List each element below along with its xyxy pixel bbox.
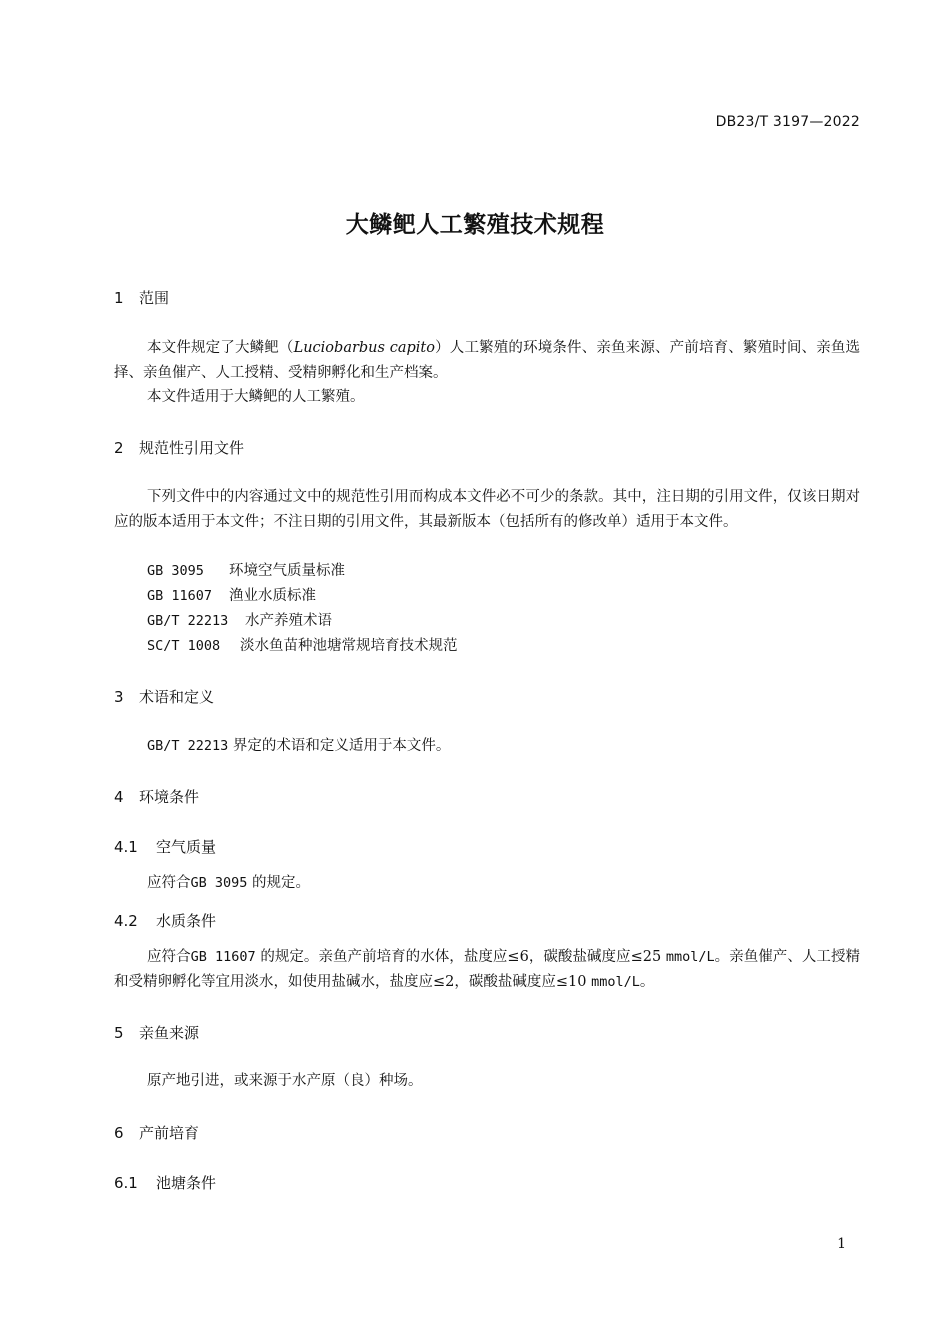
reference-code: GB/T 22213 bbox=[147, 613, 229, 629]
text-run: 应符合 bbox=[147, 949, 191, 965]
page-number: 1 bbox=[837, 1236, 846, 1252]
scientific-name: Luciobarbus capito bbox=[293, 340, 435, 356]
section-4-2-heading bbox=[114, 910, 216, 931]
section-3-paragraph-1 bbox=[147, 734, 450, 759]
section-title: 水质条件 bbox=[156, 912, 217, 930]
section-number: 3 bbox=[114, 688, 124, 706]
section-5-heading bbox=[114, 1022, 199, 1043]
reference-name: 环境空气质量标准 bbox=[229, 563, 345, 579]
reference-item bbox=[147, 609, 332, 634]
reference-item bbox=[147, 634, 458, 659]
text-run: 。亲鱼催产、人工授精和受精卵孵化等宜用淡水，如使用盐碱水，盐度应≤2，碳酸盐碱度应≤10 bbox=[114, 949, 860, 990]
section-4-heading bbox=[114, 786, 199, 807]
section-number: 6.1 bbox=[114, 1174, 138, 1192]
document-title: 大鳞鲃人工繁殖技术规程 bbox=[345, 212, 605, 238]
reference-code: GB/T 22213 bbox=[147, 738, 229, 754]
unit: mmol/L bbox=[665, 949, 715, 965]
standard-code: DB23/T 3197—2022 bbox=[715, 114, 860, 130]
section-title: 亲鱼来源 bbox=[139, 1024, 200, 1042]
section-title: 环境条件 bbox=[139, 788, 200, 806]
text-run: 本文件规定了大鳞鲃（ bbox=[147, 340, 294, 356]
section-number: 4.2 bbox=[114, 912, 138, 930]
section-2-paragraph-1: 下列文件中的内容通过文中的规范性引用而构成本文件必不可少的条款。其中，注日期的引用文件，仅该日期对应的版本适用于本文件；不注日期的引用文件，其最新版本（包括所有的修改单）适用于本文件。 bbox=[114, 489, 860, 530]
section-title: 术语和定义 bbox=[139, 688, 215, 706]
section-2-heading bbox=[114, 437, 244, 458]
reference-name: 淡水鱼苗种池塘常规培育技术规范 bbox=[240, 638, 458, 654]
reference-code: GB 3095 bbox=[147, 563, 204, 579]
reference-item bbox=[147, 584, 316, 609]
text-run: 应符合 bbox=[147, 875, 191, 891]
section-6-heading bbox=[114, 1122, 199, 1143]
reference-item bbox=[147, 559, 345, 584]
section-5-paragraph-1: 原产地引进，或来源于水产原（良）种场。 bbox=[147, 1073, 423, 1089]
section-1-paragraph-1 bbox=[114, 336, 860, 386]
reference-code: SC/T 1008 bbox=[147, 638, 221, 654]
text-run: 界定的术语和定义适用于本文件。 bbox=[228, 738, 451, 754]
section-title: 空气质量 bbox=[156, 838, 217, 856]
unit: mmol/L bbox=[591, 974, 640, 990]
section-1-paragraph-2: 本文件适用于大鳞鲃的人工繁殖。 bbox=[147, 389, 365, 405]
section-number: 5 bbox=[114, 1024, 124, 1042]
reference-code: GB 3095 bbox=[190, 875, 248, 891]
reference-code: GB 11607 bbox=[147, 588, 213, 604]
section-number: 4 bbox=[114, 788, 124, 806]
section-4-1-paragraph bbox=[147, 871, 310, 896]
section-number: 4.1 bbox=[114, 838, 138, 856]
section-title: 范围 bbox=[139, 289, 170, 307]
section-number: 1 bbox=[114, 289, 124, 307]
reference-name: 水产养殖术语 bbox=[245, 613, 332, 629]
text-run: ）人工繁殖的环境条件、亲鱼来源、产前培育、繁殖时间、亲鱼选择、亲鱼催产、人工授精、受精卵孵化和生产档案。 bbox=[114, 340, 861, 381]
section-4-2-paragraph bbox=[114, 945, 860, 995]
section-1-heading bbox=[114, 287, 169, 308]
section-6-1-heading bbox=[114, 1172, 216, 1193]
section-title: 池塘条件 bbox=[156, 1174, 217, 1192]
section-3-heading bbox=[114, 686, 214, 707]
section-title: 规范性引用文件 bbox=[139, 439, 245, 457]
section-title: 产前培育 bbox=[139, 1124, 200, 1142]
section-4-1-heading bbox=[114, 836, 216, 857]
section-number: 6 bbox=[114, 1124, 124, 1142]
text-run: 的规定。 bbox=[247, 875, 311, 891]
reference-code: GB 11607 bbox=[190, 949, 256, 965]
text-run: 。 bbox=[639, 974, 655, 990]
section-number: 2 bbox=[114, 439, 124, 457]
reference-name: 渔业水质标准 bbox=[229, 588, 316, 604]
text-run: 的规定。亲鱼产前培育的水体，盐度应≤6，碳酸盐碱度应≤25 bbox=[255, 949, 666, 965]
